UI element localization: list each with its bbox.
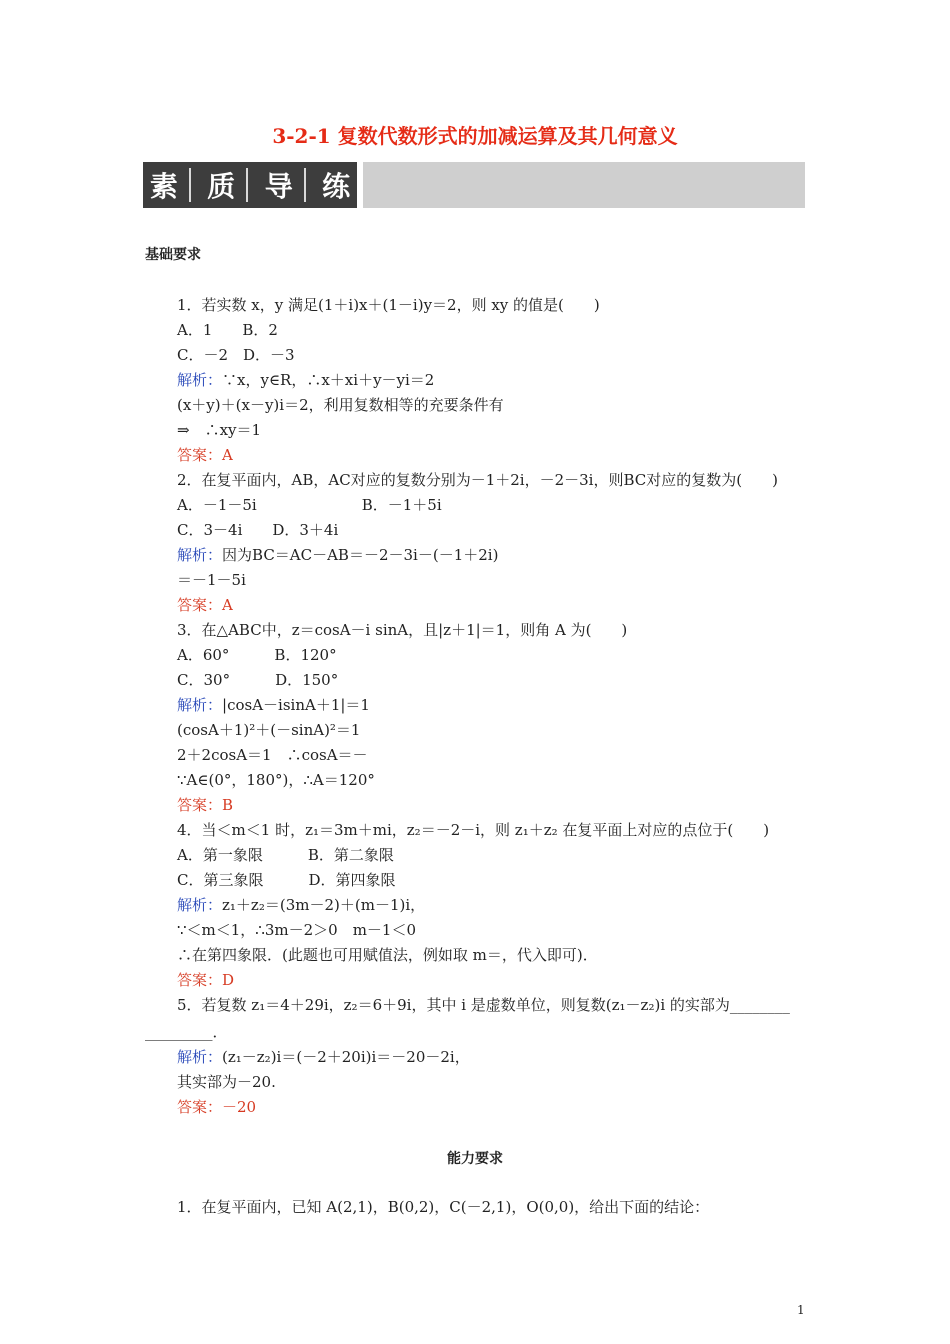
page-number: 1 (797, 1303, 805, 1317)
analysis-text: |cosA－isinA＋1|＝1 (222, 696, 370, 714)
analysis-label: 解析： (177, 896, 223, 914)
text-line: 4．当＜m＜1 时，z₁＝3m＋mi，z₂＝－2－i，则 z₁＋z₂ 在复平面上对应的点位于( ) (177, 821, 770, 839)
text-line: 答案：D (177, 971, 235, 989)
section-banner (143, 162, 805, 208)
text-line: ∵＜m＜1，∴3m－2＞0 m－1＜0 (177, 921, 417, 939)
text-line: 3．在△ABC中，z＝cosA－i sinA，且|z＋1|＝1，则角 A 为( ) (177, 621, 628, 639)
text-line: C．30° D．150° (177, 671, 339, 689)
page-title: 3-2-1 复数代数形式的加减运算及其几何意义 (272, 124, 678, 148)
banner-char: 导 (264, 170, 293, 203)
text-line (177, 369, 434, 390)
text-line: 2．在复平面内，AB，AC对应的复数分别为－1＋2i，－2－3i，则BC对应的复数为( ) (177, 471, 778, 489)
text-line: 5．若复数 z₁＝4＋29i，z₂＝6＋9i，其中 i 是虚数单位，则复数(z₁－z₂)i 的实部为________ (177, 996, 790, 1014)
banner-char: 练 (322, 170, 351, 203)
banner-divider (189, 168, 197, 202)
text-line: ＝－1－5i (177, 571, 246, 589)
section-basic-heading: 基础要求 (145, 247, 201, 263)
analysis-label: 解析： (177, 1048, 223, 1066)
text-line: A．60° B．120° (177, 646, 337, 664)
text-line: A．－1－5i B．－1＋5i (177, 496, 442, 514)
banner-bar (363, 162, 805, 208)
banner-text (143, 162, 357, 208)
text-line: ⇒ ∴xy＝1 (177, 421, 262, 439)
banner-divider (246, 168, 254, 202)
text-line: (x＋y)＋(x－y)i＝2，利用复数相等的充要条件有 (177, 396, 504, 414)
analysis-text: z₁＋z₂＝(3m－2)＋(m－1)i， (222, 896, 426, 914)
banner-char: 质 (207, 170, 236, 203)
text-line: (cosA＋1)²＋(－sinA)²＝1 (177, 721, 361, 739)
text-line: 答案：B (177, 796, 234, 814)
text-line (177, 1046, 470, 1067)
analysis-text: 因为BC＝AC－AB＝－2－3i－(－1＋2i) (222, 546, 499, 564)
banner-divider (304, 168, 312, 202)
text-line: C．3－4i D．3＋4i (177, 521, 339, 539)
text-line: 2＋2cosA＝1 ∴cosA＝－ (177, 746, 368, 764)
analysis-label: 解析： (177, 371, 223, 389)
text-line (177, 694, 370, 715)
text-line: 其实部为－20. (177, 1073, 276, 1091)
text-line: ∵A∈(0°，180°)，∴A＝120° (177, 771, 375, 789)
text-line (177, 544, 498, 565)
section-ability-heading: 能力要求 (447, 1151, 503, 1167)
text-line: C．第三象限 D．第四象限 (177, 871, 396, 889)
text-line: 1．若实数 x，y 满足(1＋i)x＋(1－i)y＝2，则 xy 的值是( ) (177, 296, 600, 314)
analysis-text: (z₁－z₂)i＝(－2＋20i)i＝－20－2i， (222, 1048, 470, 1066)
text-line: _________． (145, 1023, 228, 1041)
banner-char: 素 (149, 170, 178, 203)
text-line (177, 894, 425, 915)
text-line: ∴在第四象限．(此题也可用赋值法，例如取 m＝，代入即可)． (177, 946, 598, 964)
text-line: 答案：A (177, 596, 233, 614)
text-line: A．第一象限 B．第二象限 (177, 846, 394, 864)
text-line: 答案：－20 (177, 1098, 257, 1116)
analysis-label: 解析： (177, 546, 223, 564)
text-line: C．－2 D．－3 (177, 346, 295, 364)
text-line: A．1 B．2 (177, 321, 278, 339)
analysis-text: ∵x，y∈R，∴x＋xi＋y－yi＝2 (222, 371, 435, 389)
text-line: 1．在复平面内，已知 A(2,1)，B(0,2)，C(－2,1)，O(0,0)，给出下面的结论： (177, 1198, 710, 1216)
text-line: 答案：A (177, 446, 233, 464)
analysis-label: 解析： (177, 696, 223, 714)
